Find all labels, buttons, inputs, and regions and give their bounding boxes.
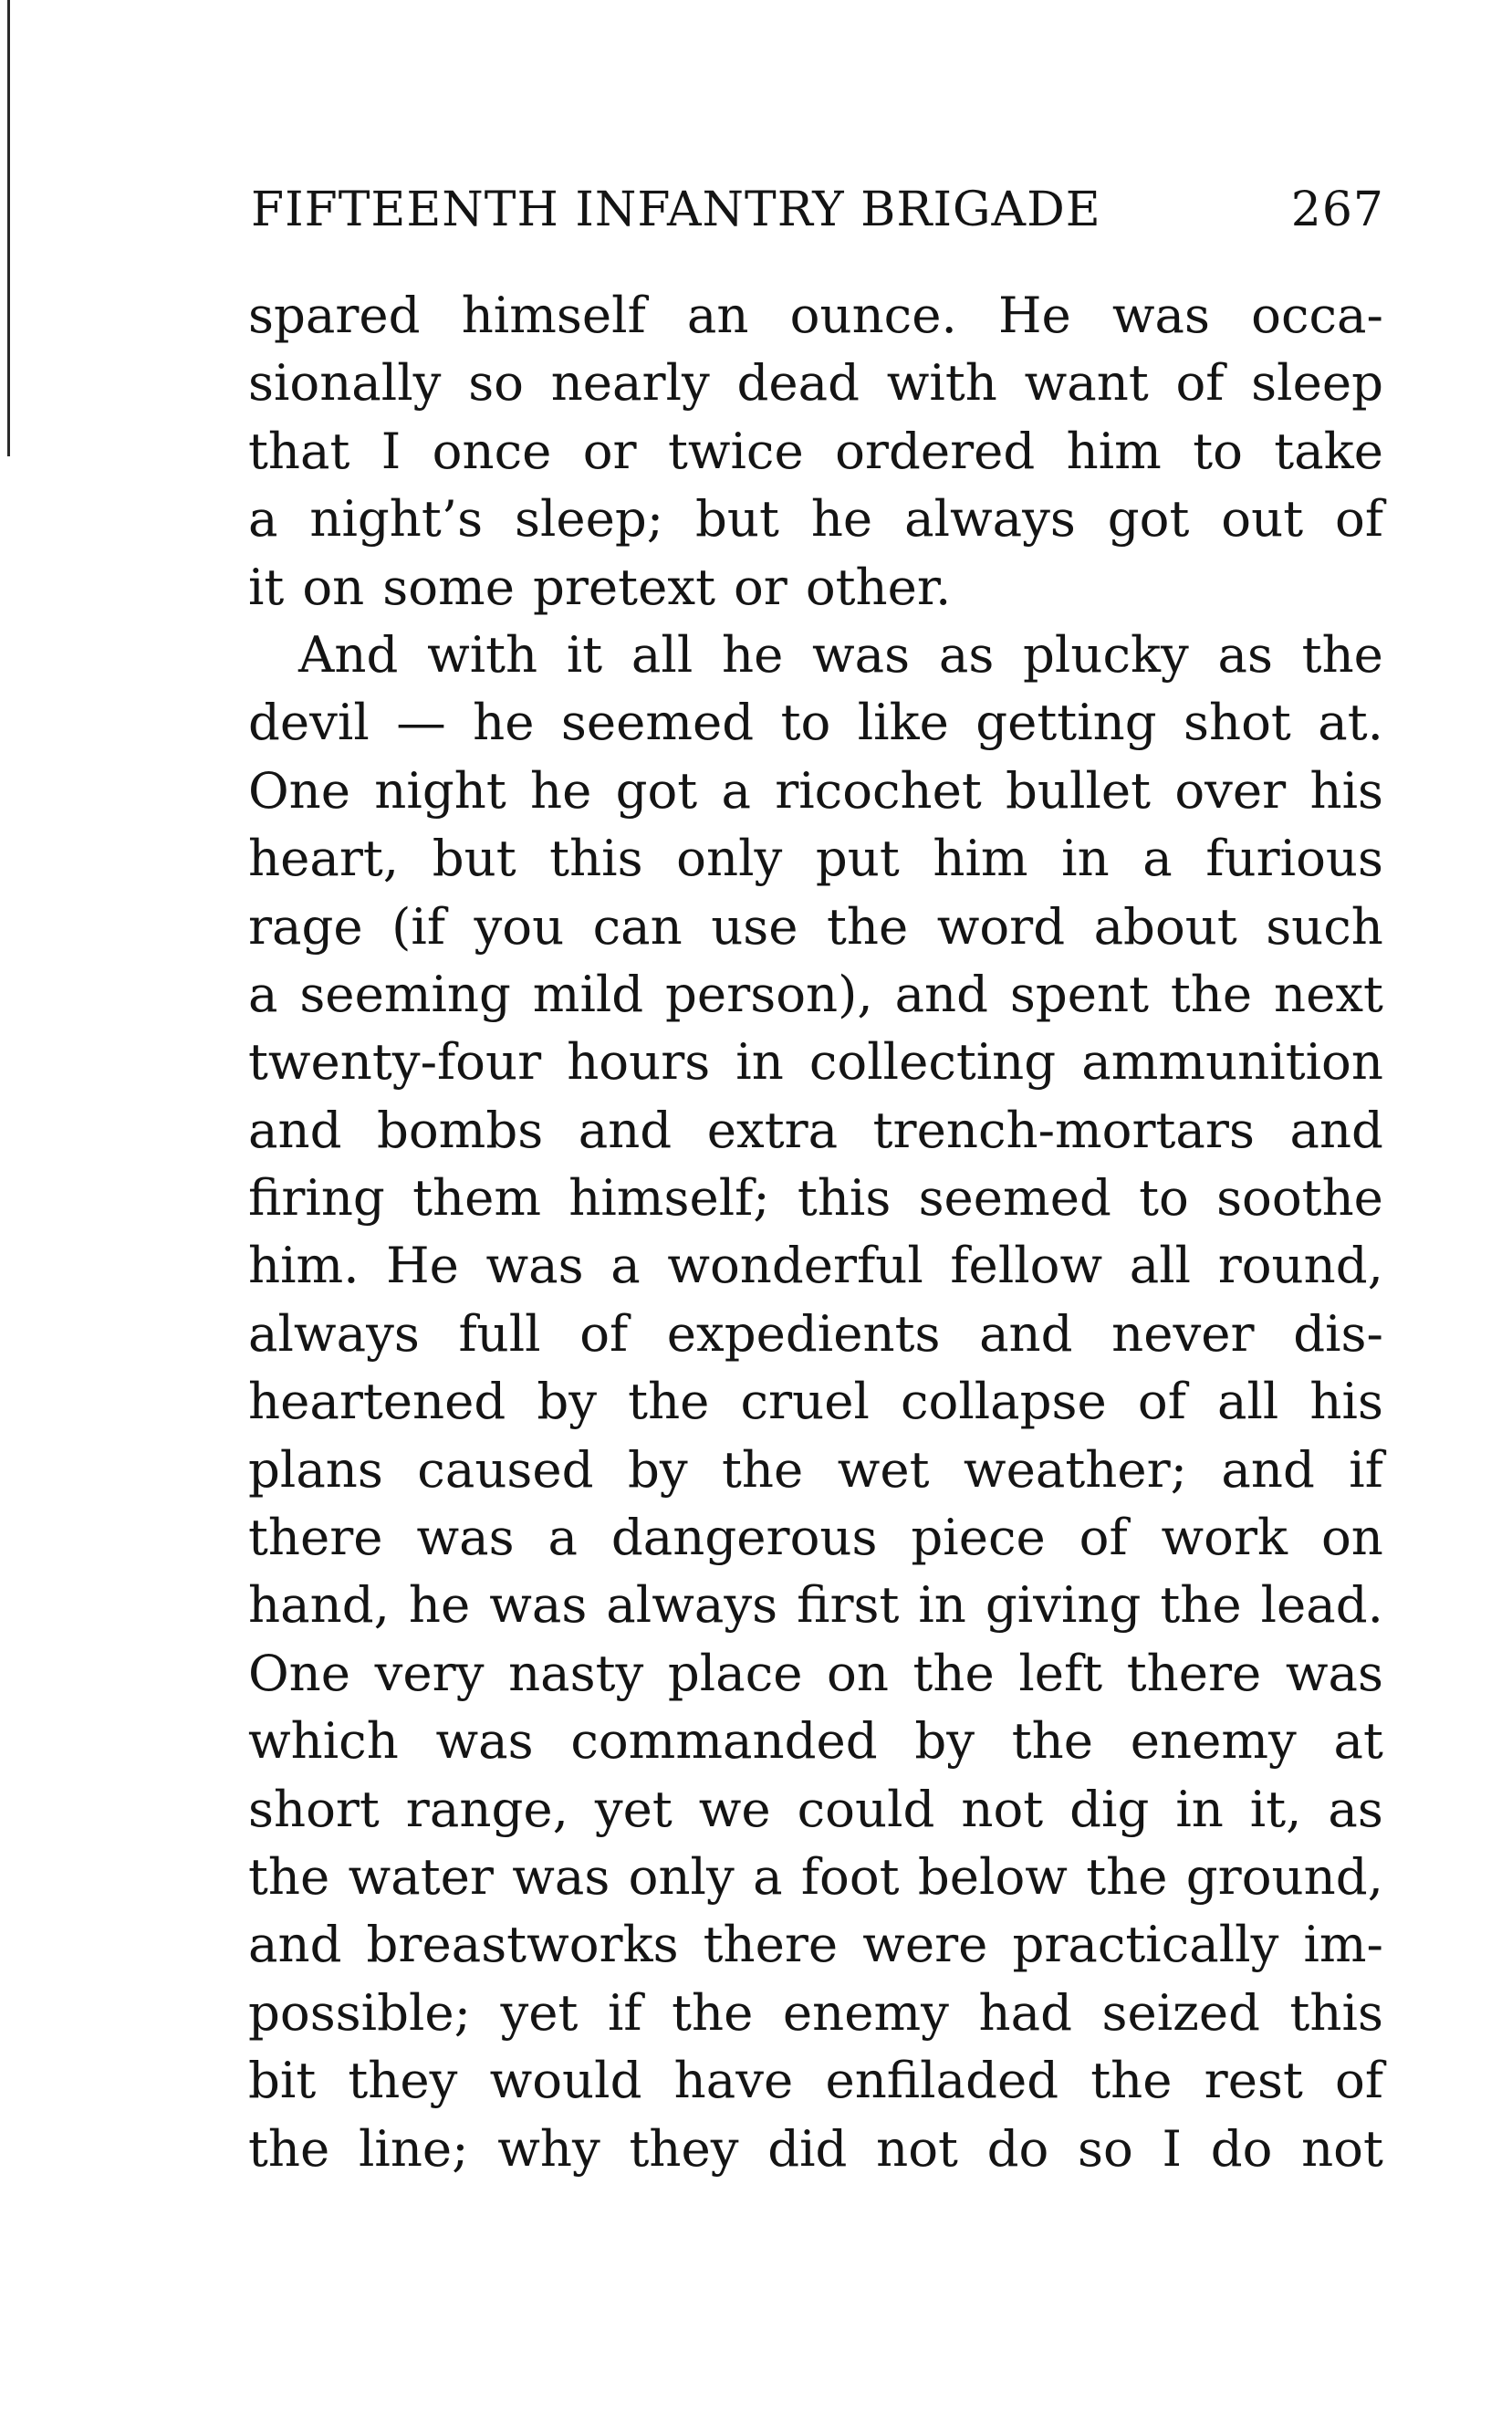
word: only bbox=[628, 1846, 735, 1906]
word: was bbox=[489, 1575, 588, 1635]
word: twenty-four bbox=[248, 1032, 542, 1092]
word: why bbox=[497, 2118, 600, 2178]
word: ground, bbox=[1185, 1846, 1383, 1906]
text-line bbox=[248, 1571, 1383, 1638]
word: do bbox=[1210, 2118, 1273, 2178]
word: and bbox=[1289, 1100, 1383, 1159]
text-line bbox=[248, 1775, 1383, 1843]
word: got bbox=[615, 760, 698, 820]
word: on bbox=[827, 1643, 889, 1702]
word: mild bbox=[532, 964, 644, 1023]
word: himself bbox=[461, 286, 646, 344]
word: soothe bbox=[1216, 1168, 1383, 1228]
word: word bbox=[936, 896, 1066, 956]
word: did bbox=[767, 2118, 848, 2178]
text-line bbox=[248, 1164, 1383, 1231]
word: expedients bbox=[666, 1303, 941, 1363]
word: nearly bbox=[550, 353, 710, 413]
word: collecting bbox=[808, 1032, 1057, 1092]
word: next bbox=[1273, 964, 1383, 1023]
text-line bbox=[248, 1707, 1383, 1774]
word: yet bbox=[594, 1779, 673, 1838]
word: ounce. bbox=[789, 286, 957, 344]
word: always bbox=[606, 1575, 778, 1635]
text-line bbox=[248, 349, 1383, 416]
word: the bbox=[722, 1439, 804, 1499]
word: piece bbox=[911, 1508, 1046, 1567]
word: the bbox=[1170, 964, 1253, 1023]
word: there bbox=[248, 1508, 383, 1567]
word: by bbox=[627, 1439, 688, 1499]
word: im- bbox=[1303, 1915, 1383, 1974]
text-line bbox=[248, 553, 1383, 621]
word: the bbox=[628, 1372, 710, 1431]
word: all bbox=[1216, 1372, 1279, 1431]
word: or bbox=[733, 557, 787, 616]
word: out bbox=[1221, 489, 1304, 549]
word: night’s bbox=[309, 489, 484, 549]
word: (if bbox=[391, 896, 446, 956]
word: shot bbox=[1184, 693, 1291, 752]
text-line bbox=[248, 1231, 1383, 1299]
word: to bbox=[1193, 421, 1243, 480]
word: bit bbox=[248, 2051, 317, 2110]
word: devil bbox=[248, 693, 370, 752]
word: I bbox=[1162, 2118, 1182, 2178]
word: all bbox=[631, 624, 693, 684]
text-line bbox=[248, 1300, 1383, 1367]
word: could bbox=[797, 1779, 935, 1838]
text-line bbox=[248, 1910, 1383, 1978]
word: and bbox=[894, 964, 989, 1023]
text-line bbox=[248, 893, 1383, 960]
word: heart, bbox=[248, 829, 400, 888]
body-text bbox=[248, 281, 1383, 2182]
word: round, bbox=[1217, 1236, 1383, 1295]
word: always bbox=[248, 1303, 420, 1363]
word: was bbox=[1285, 1643, 1383, 1702]
word: on bbox=[302, 557, 365, 616]
word: this bbox=[549, 829, 643, 888]
word: bombs bbox=[376, 1100, 544, 1159]
word: if bbox=[607, 1982, 642, 2042]
running-title: FIFTEENTH INFANTRY BRIGADE bbox=[251, 183, 1101, 237]
word: the bbox=[672, 1982, 754, 2042]
word: to bbox=[1139, 1168, 1189, 1228]
text-line bbox=[248, 1843, 1383, 1910]
page-number: 267 bbox=[1290, 183, 1384, 237]
word: getting bbox=[975, 693, 1157, 752]
word: ricochet bbox=[775, 760, 982, 820]
word: do bbox=[986, 2118, 1049, 2178]
word: ammunition bbox=[1081, 1032, 1383, 1092]
text-line bbox=[248, 281, 1383, 349]
word: of bbox=[1175, 353, 1225, 413]
word: the bbox=[826, 896, 909, 956]
word: in bbox=[1175, 1779, 1224, 1838]
word: water bbox=[348, 1846, 494, 1906]
word: on bbox=[1320, 1508, 1383, 1567]
word: sleep; bbox=[515, 489, 664, 549]
word: of bbox=[1079, 1508, 1128, 1567]
word: yet bbox=[500, 1982, 579, 2042]
word: we bbox=[698, 1779, 771, 1838]
word: trench-mortars bbox=[872, 1100, 1255, 1159]
word: as bbox=[1217, 624, 1273, 684]
text-line bbox=[248, 1436, 1383, 1503]
word: pretext bbox=[532, 557, 715, 616]
word: nasty bbox=[508, 1643, 644, 1702]
word: like bbox=[857, 693, 949, 752]
word: was bbox=[435, 1711, 534, 1771]
word: him bbox=[1066, 421, 1162, 480]
word: He bbox=[997, 286, 1071, 344]
word: and bbox=[979, 1303, 1073, 1363]
word: but bbox=[432, 829, 516, 888]
text-line bbox=[248, 1639, 1383, 1707]
word: the bbox=[1301, 624, 1383, 684]
word: it, bbox=[1249, 1779, 1302, 1838]
word: there bbox=[703, 1915, 839, 1974]
word: seized bbox=[1101, 1982, 1260, 2042]
word: enemy bbox=[1130, 1711, 1297, 1771]
word: dead bbox=[736, 353, 860, 413]
word: of bbox=[1335, 2051, 1383, 2110]
text-line bbox=[248, 1367, 1383, 1435]
word: collapse bbox=[900, 1372, 1107, 1431]
word: seeming bbox=[299, 964, 511, 1023]
word: this bbox=[797, 1168, 892, 1228]
word: and bbox=[1221, 1439, 1315, 1499]
word: or bbox=[582, 421, 637, 480]
word: in bbox=[735, 1032, 784, 1092]
word: plans bbox=[248, 1439, 383, 1499]
word: the bbox=[1160, 1575, 1242, 1635]
word: hours bbox=[567, 1032, 711, 1092]
word: caused bbox=[417, 1439, 594, 1499]
word: the bbox=[912, 1643, 995, 1702]
word: an bbox=[686, 286, 749, 344]
word: and bbox=[578, 1100, 673, 1159]
word: at. bbox=[1318, 693, 1383, 752]
word: And bbox=[298, 624, 399, 684]
word: never bbox=[1111, 1303, 1255, 1363]
word: and bbox=[248, 1100, 342, 1159]
word: with bbox=[427, 624, 538, 684]
word: only bbox=[676, 829, 783, 888]
word: bullet bbox=[1006, 760, 1152, 820]
word: a bbox=[248, 964, 278, 1023]
word: always bbox=[904, 489, 1076, 549]
word: the bbox=[1086, 1846, 1168, 1906]
text-line bbox=[248, 485, 1383, 552]
text-line bbox=[248, 688, 1383, 756]
word: seemed bbox=[560, 693, 755, 752]
word: the bbox=[248, 1846, 330, 1906]
word: short bbox=[248, 1779, 380, 1838]
text-line bbox=[248, 1028, 1383, 1095]
word: dis- bbox=[1293, 1303, 1383, 1363]
word: a bbox=[753, 1846, 783, 1906]
word: at bbox=[1333, 1711, 1383, 1771]
word: him. bbox=[248, 1236, 360, 1295]
word: below bbox=[917, 1846, 1068, 1906]
word: dangerous bbox=[610, 1508, 878, 1567]
word: enemy bbox=[782, 1982, 949, 2042]
word: all bbox=[1129, 1236, 1192, 1295]
word: would bbox=[489, 2051, 642, 2110]
word: he bbox=[473, 693, 535, 752]
word: were bbox=[862, 1915, 988, 1974]
word: of bbox=[1137, 1372, 1186, 1431]
word: the bbox=[1090, 2051, 1173, 2110]
word: in bbox=[918, 1575, 966, 1635]
word: breastworks bbox=[366, 1915, 679, 1974]
word: he bbox=[529, 760, 592, 820]
running-head bbox=[251, 178, 1384, 242]
word: he bbox=[721, 624, 784, 684]
word: fellow bbox=[950, 1236, 1103, 1295]
word: they bbox=[348, 2051, 458, 2110]
word: extra bbox=[706, 1100, 839, 1159]
word: range, bbox=[405, 1779, 568, 1838]
word: got bbox=[1107, 489, 1190, 549]
word: weather; bbox=[963, 1439, 1187, 1499]
word: was bbox=[512, 1846, 610, 1906]
word: them bbox=[412, 1168, 542, 1228]
word: his bbox=[1309, 1372, 1383, 1431]
word: dig bbox=[1069, 1779, 1150, 1838]
word: full bbox=[458, 1303, 541, 1363]
word: so bbox=[468, 353, 524, 413]
word: such bbox=[1266, 896, 1383, 956]
word: a bbox=[547, 1508, 578, 1567]
word: a bbox=[610, 1236, 641, 1295]
text-line bbox=[248, 1979, 1383, 2046]
word: I bbox=[381, 421, 401, 480]
word: rest bbox=[1204, 2051, 1303, 2110]
word: can bbox=[592, 896, 683, 956]
word: of bbox=[1335, 489, 1383, 549]
word: hand, bbox=[248, 1575, 390, 1635]
word: want bbox=[1024, 353, 1149, 413]
page-gutter-line bbox=[7, 0, 10, 456]
word: — bbox=[396, 693, 446, 752]
word: not bbox=[961, 1779, 1044, 1838]
word: have bbox=[673, 2051, 794, 2110]
word: you bbox=[474, 896, 565, 956]
word: about bbox=[1093, 896, 1237, 956]
word: One bbox=[248, 1643, 351, 1702]
word: commanded bbox=[570, 1711, 878, 1771]
word: was bbox=[485, 1236, 584, 1295]
word: so bbox=[1078, 2118, 1133, 2178]
word: twice bbox=[667, 421, 804, 480]
word: firing bbox=[248, 1168, 385, 1228]
word: cruel bbox=[740, 1372, 870, 1431]
word: use bbox=[711, 896, 798, 956]
word: not bbox=[876, 2118, 958, 2178]
word: seemed bbox=[918, 1168, 1111, 1228]
word: as bbox=[938, 624, 995, 684]
word: a bbox=[248, 489, 278, 549]
word: spared bbox=[248, 286, 421, 344]
word: he bbox=[810, 489, 873, 549]
word: and bbox=[248, 1915, 342, 1974]
word: rage bbox=[248, 896, 363, 956]
word: lead. bbox=[1260, 1575, 1383, 1635]
word: was bbox=[416, 1508, 515, 1567]
text-line bbox=[248, 1503, 1383, 1571]
word: the bbox=[248, 2118, 330, 2178]
word: this bbox=[1289, 1982, 1383, 2042]
word: first bbox=[797, 1575, 900, 1635]
word: himself; bbox=[568, 1168, 770, 1228]
text-line bbox=[248, 757, 1383, 824]
word: He bbox=[386, 1236, 459, 1295]
word: to bbox=[780, 693, 831, 752]
word: if bbox=[1349, 1439, 1383, 1499]
word: giving bbox=[985, 1575, 1142, 1635]
word: wonderful bbox=[667, 1236, 923, 1295]
word: night bbox=[374, 760, 506, 820]
text-line bbox=[248, 1096, 1383, 1164]
word: had bbox=[978, 1982, 1072, 2042]
word: in bbox=[1061, 829, 1110, 888]
word: place bbox=[667, 1643, 803, 1702]
word: enfiladed bbox=[825, 2051, 1059, 2110]
word: was bbox=[812, 624, 911, 684]
word: by bbox=[914, 1711, 975, 1771]
word: left bbox=[1018, 1643, 1103, 1702]
word: practically bbox=[1012, 1915, 1279, 1974]
word: but bbox=[695, 489, 779, 549]
word: by bbox=[537, 1372, 598, 1431]
text-line bbox=[248, 417, 1383, 485]
word: ordered bbox=[835, 421, 1036, 480]
word: wet bbox=[837, 1439, 930, 1499]
word: possible; bbox=[248, 1982, 471, 2042]
text-line bbox=[248, 960, 1383, 1028]
text-line bbox=[248, 2046, 1383, 2114]
word: heartened bbox=[248, 1372, 506, 1431]
word: some bbox=[382, 557, 515, 616]
word: which bbox=[248, 1711, 399, 1771]
word: the bbox=[1011, 1711, 1094, 1771]
word: furious bbox=[1205, 829, 1383, 888]
word: over bbox=[1174, 760, 1287, 820]
word: very bbox=[374, 1643, 485, 1702]
word: not bbox=[1301, 2118, 1383, 2178]
word: it bbox=[566, 624, 603, 684]
word: foot bbox=[800, 1846, 900, 1906]
word: they bbox=[629, 2118, 739, 2178]
word: put bbox=[815, 829, 900, 888]
text-line bbox=[248, 2115, 1383, 2182]
word: his bbox=[1309, 760, 1383, 820]
word: him bbox=[933, 829, 1028, 888]
word: once bbox=[432, 421, 552, 480]
word: that bbox=[248, 421, 350, 480]
word: of bbox=[579, 1303, 629, 1363]
word: as bbox=[1328, 1779, 1383, 1838]
word: a bbox=[1142, 829, 1173, 888]
word: work bbox=[1161, 1508, 1288, 1567]
text-line bbox=[248, 621, 1383, 688]
word: sleep bbox=[1251, 353, 1383, 413]
word: was bbox=[1111, 286, 1210, 344]
word: person), bbox=[665, 964, 873, 1023]
word: line; bbox=[358, 2118, 469, 2178]
word: with bbox=[886, 353, 997, 413]
word: plucky bbox=[1023, 624, 1189, 684]
word: sionally bbox=[248, 353, 442, 413]
word: there bbox=[1126, 1643, 1262, 1702]
word: other. bbox=[805, 557, 952, 616]
word: it bbox=[248, 557, 285, 616]
text-line bbox=[248, 824, 1383, 892]
word: spent bbox=[1009, 964, 1150, 1023]
word: take bbox=[1274, 421, 1383, 480]
word: occa- bbox=[1251, 286, 1383, 344]
word: he bbox=[408, 1575, 471, 1635]
word: One bbox=[248, 760, 351, 820]
word: a bbox=[721, 760, 751, 820]
